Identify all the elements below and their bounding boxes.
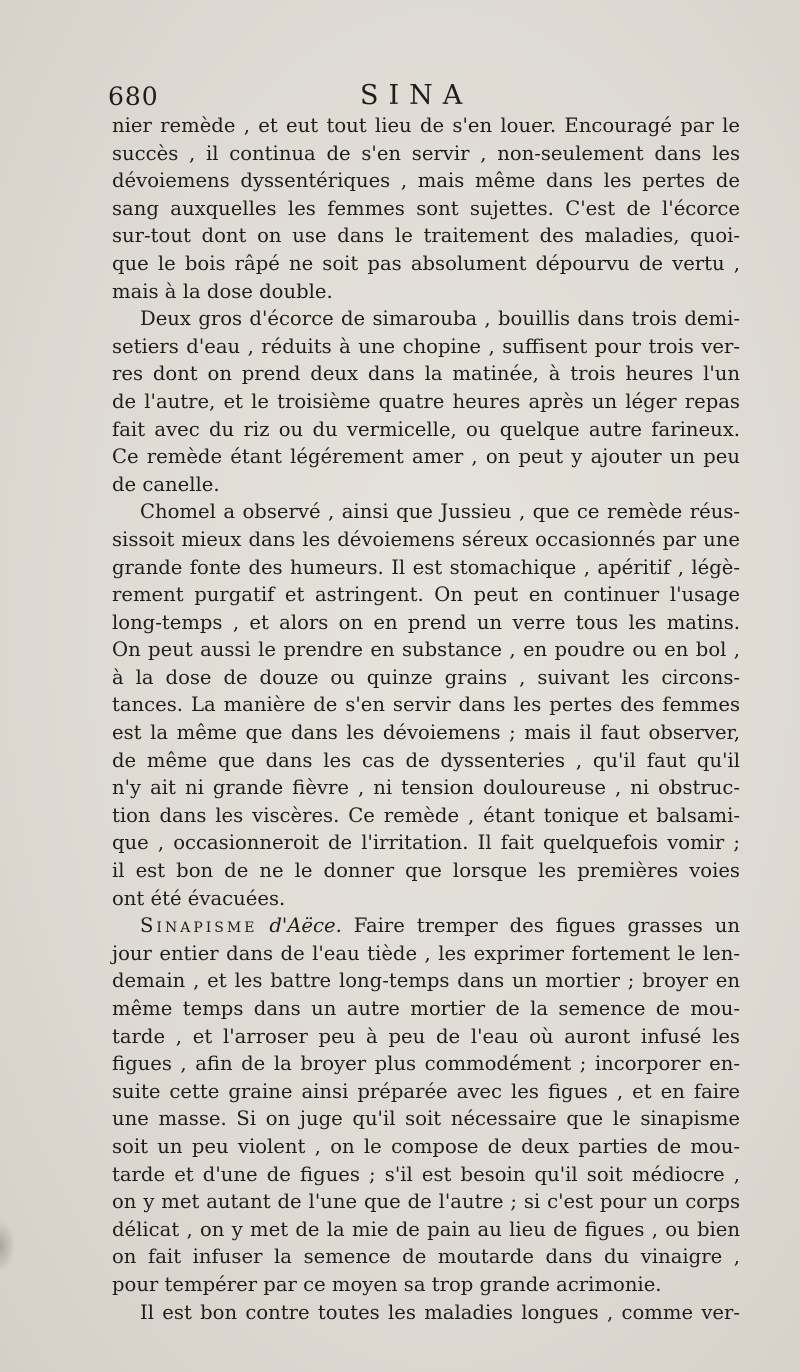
sinapisme-author: d'Aëce. <box>269 914 342 938</box>
paper-blemish <box>0 1222 14 1270</box>
text-line: est la même que dans les dévoiemens ; mais il faut observer, <box>112 721 740 745</box>
text-line: à la dose de douze ou quinze grains , suivant les circons- <box>112 665 740 689</box>
text-line: rement purgatif et astringent. On peut en continuer l'usage <box>112 583 740 607</box>
text-line: une masse. Si on juge qu'il soit nécessaire que le sinapisme <box>112 1107 740 1131</box>
text-line: long-temps , et alors on en prend un verre tous les matins. <box>112 610 740 634</box>
text-line: tarde , et l'arroser peu à peu de l'eau où auront infusé les <box>112 1024 740 1048</box>
text-line: pour tempérer par ce moyen sa trop grande acrimonie. <box>112 1272 662 1296</box>
text-line: demain , et les battre long-temps dans un mortier ; broyer en <box>112 969 740 993</box>
running-head: SINA <box>360 80 473 111</box>
text-line: Chomel a observé , ainsi que Jussieu , que ce remède réus- <box>140 500 740 524</box>
sinapisme-term: Sinapisme <box>140 914 258 938</box>
sinapisme-heading-line <box>112 912 740 940</box>
text-line: de même que dans les cas de dyssenteries , qu'il faut qu'il <box>112 748 740 772</box>
text-line: figues , afin de la broyer plus commodément ; incorporer en- <box>112 1052 740 1076</box>
text-line: que le bois râpé ne soit pas absolument dépourvu de vertu , <box>112 251 740 275</box>
text-line: tarde et d'une de figues ; s'il est besoin qu'il soit médiocre , <box>112 1162 740 1186</box>
body-text <box>112 112 740 1326</box>
text-line: succès , il continua de s'en servir , non-seulement dans les <box>112 141 740 165</box>
text-line: Deux gros d'écorce de simarouba , bouillis dans trois demi- <box>140 307 740 331</box>
text-line: nier remède , et eut tout lieu de s'en louer. Encouragé par le <box>112 114 740 137</box>
text-line: Faire tremper des figues grasses un <box>353 914 740 938</box>
text-line: suite cette graine ainsi préparée avec les figues , et en faire <box>112 1079 740 1103</box>
text-line: grande fonte des humeurs. Il est stomachique , apéritif , légè- <box>112 555 740 579</box>
text-line: res dont on prend deux dans la matinée, à trois heures l'un <box>112 362 740 386</box>
text-line: de l'autre, et le troisième quatre heures après un léger repas <box>112 389 740 413</box>
text-line: dévoiemens dyssentériques , mais même dans les pertes de <box>112 169 740 193</box>
text-line: de canelle. <box>112 472 220 496</box>
text-line: même temps dans un autre mortier de la semence de mou- <box>112 997 740 1020</box>
text-line: on y met autant de l'une que de l'autre ; si c'est pour un corps <box>112 1190 740 1214</box>
text-line: jour entier dans de l'eau tiède , les exprimer fortement le len- <box>112 941 740 965</box>
text-line: on fait infuser la semence de moutarde dans du vinaigre , <box>112 1245 740 1269</box>
text-line: On peut aussi le prendre en substance , en poudre ou en bol , <box>112 638 740 662</box>
text-line: il est bon de ne le donner que lorsque les premières voies <box>112 859 740 883</box>
text-line: tances. La manière de s'en servir dans les pertes des femmes <box>112 693 740 717</box>
text-line: soit un peu violent , on le compose de deux parties de mou- <box>112 1134 740 1158</box>
text-line: délicat , on y met de la mie de pain au lieu de figues , ou bien <box>112 1217 740 1241</box>
text-line: sur-tout dont on use dans le traitement des maladies, quoi- <box>112 224 740 248</box>
text-line: Ce remède étant légérement amer , on peut y ajouter un peu <box>112 445 740 469</box>
text-line: fait avec du riz ou du vermicelle, ou quelque autre farineux. <box>112 417 740 441</box>
text-line: sang auxquelles les femmes sont sujettes. C'est de l'écorce <box>112 196 740 220</box>
text-line: sissoit mieux dans les dévoiemens séreux occasionnés par une <box>112 527 740 551</box>
text-line: Il est bon contre toutes les maladies longues , comme ver- <box>140 1300 740 1324</box>
text-line: n'y ait ni grande fièvre , ni tension douloureuse , ni obstruc- <box>112 776 740 800</box>
text-line: que , occasionneroit de l'irritation. Il fait quelquefois vomir ; <box>112 831 740 855</box>
text-line: ont été évacuées. <box>112 886 286 910</box>
text-line: setiers d'eau , réduits à une chopine , suffisent pour trois ver- <box>112 334 740 358</box>
text-line: tion dans les viscères. Ce remède , étant tonique et balsami- <box>112 803 740 827</box>
text-line: mais à la dose double. <box>112 279 333 303</box>
page-number: 680 <box>108 82 159 111</box>
